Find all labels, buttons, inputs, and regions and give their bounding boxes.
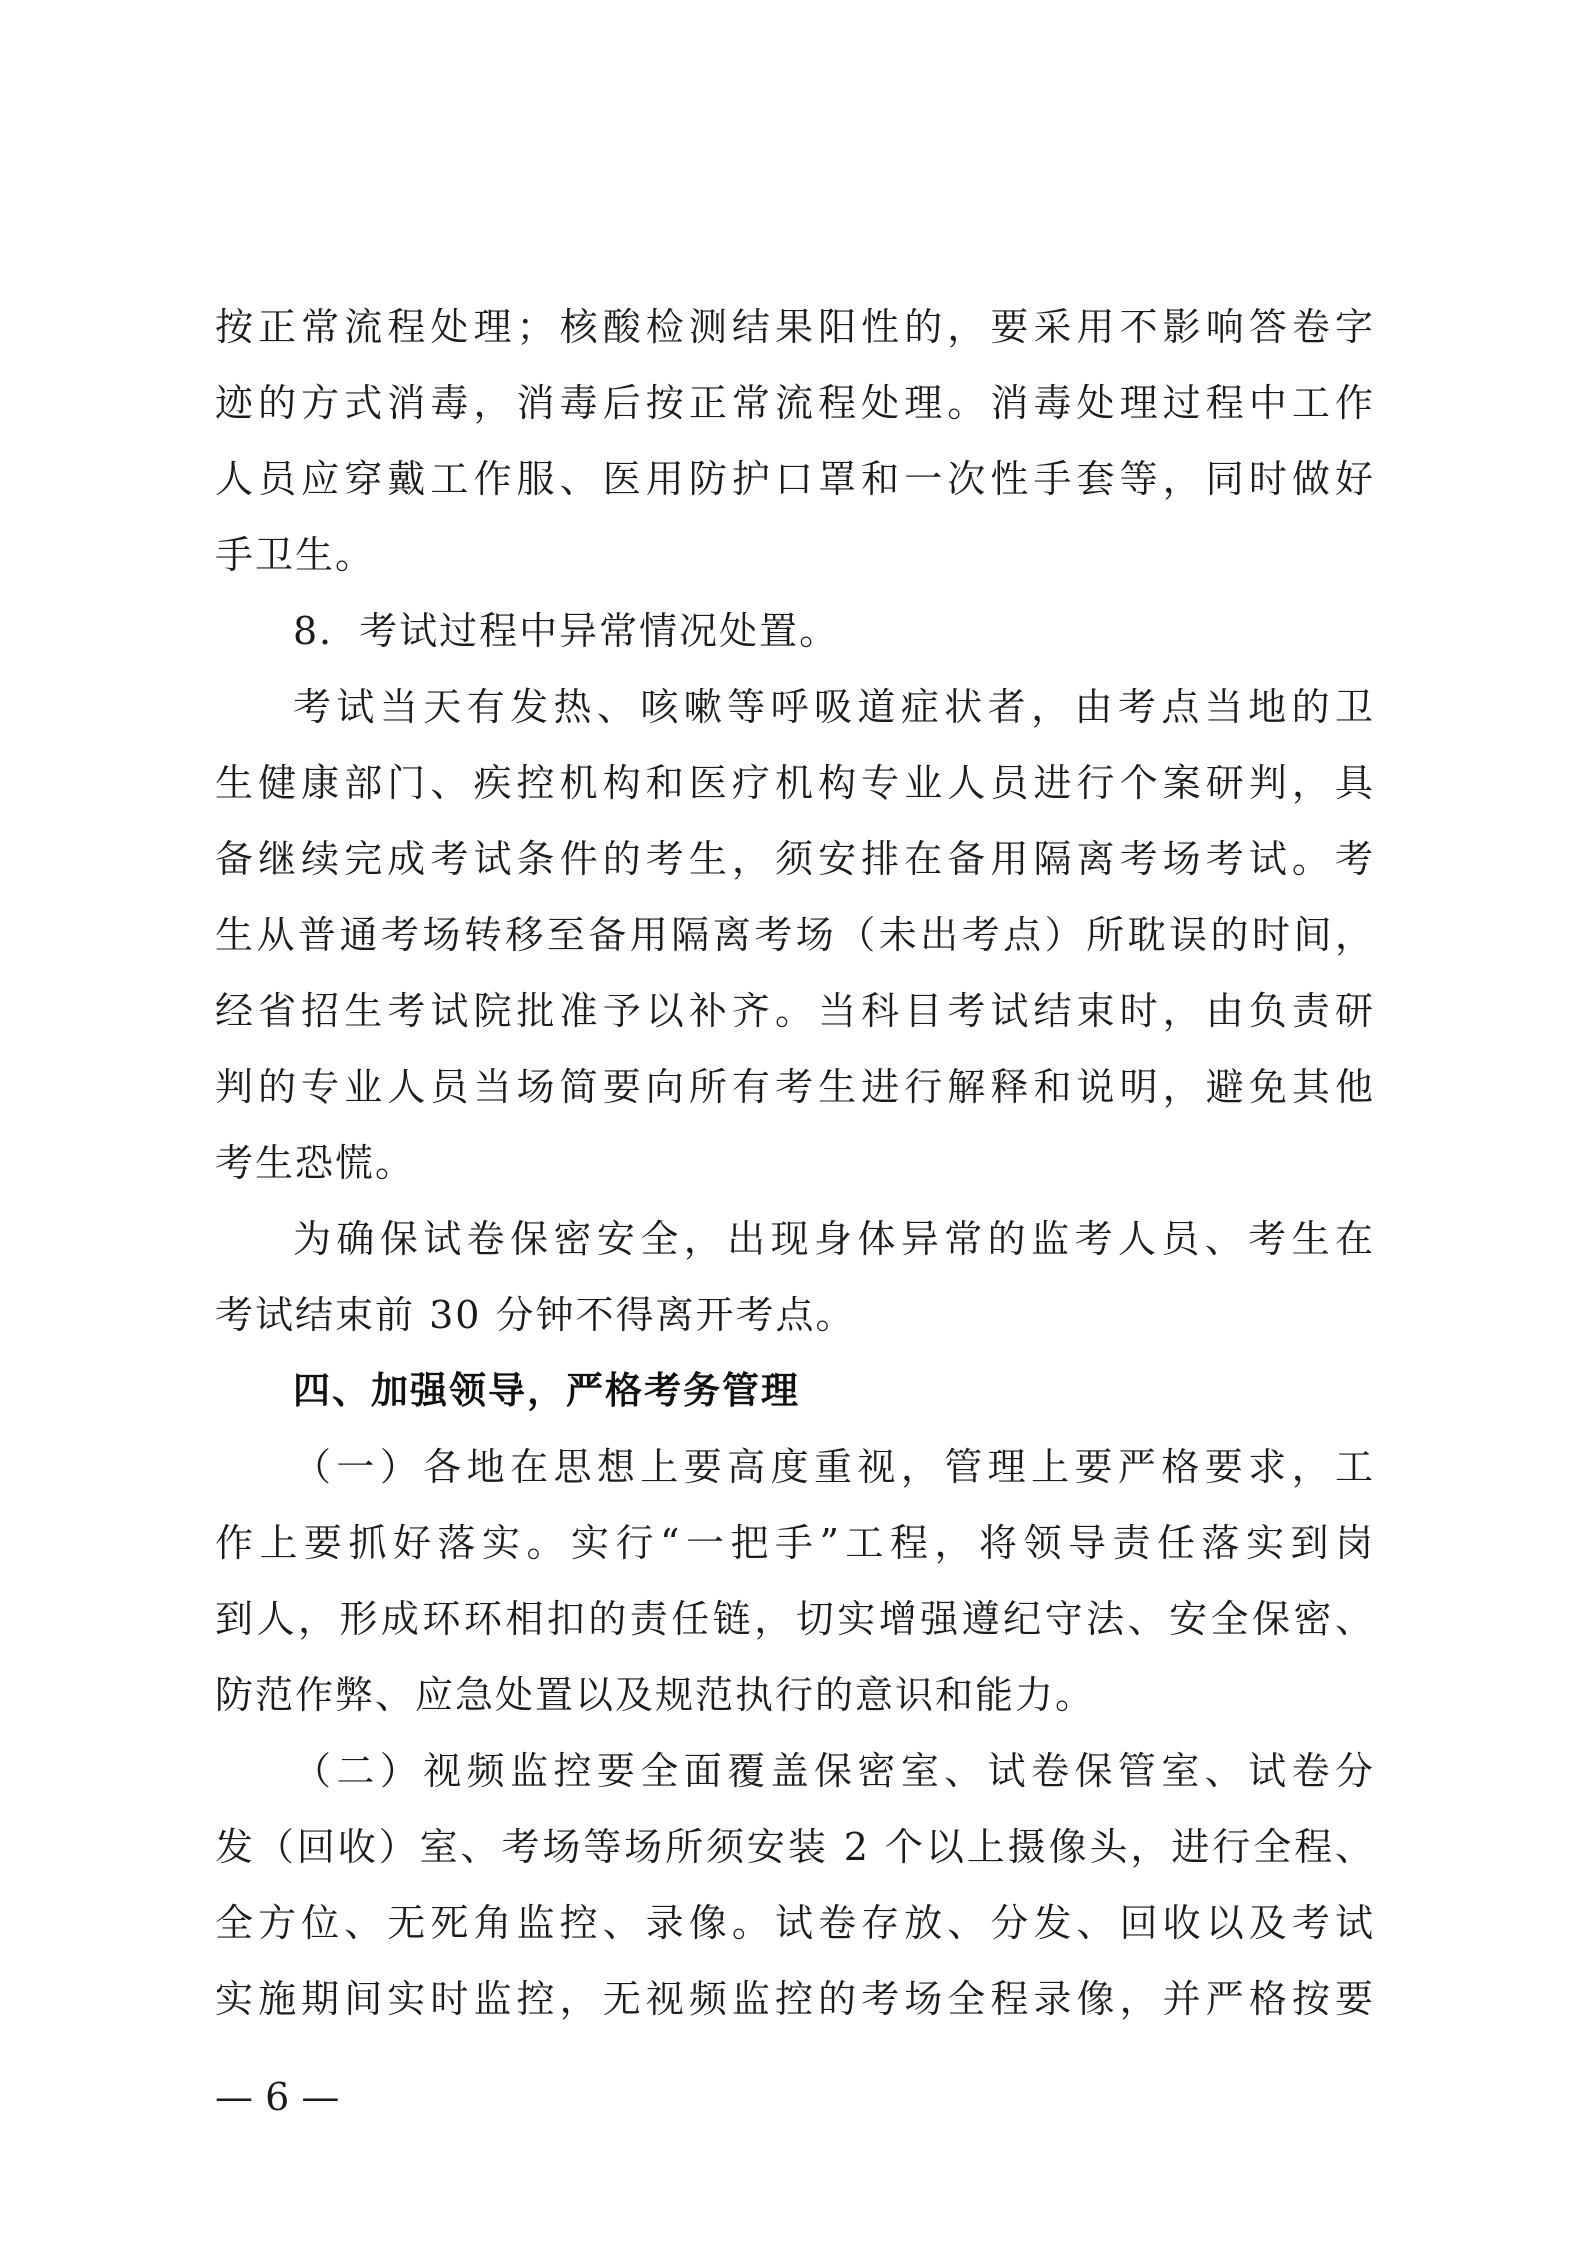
text-line: 防范作弊、应急处置以及规范执行的意识和能力。 <box>215 1673 1096 1717</box>
text-line: （二）视频监控要全面覆盖保密室、试卷保管室、试卷分 <box>293 1749 1375 1793</box>
text-line: 经省招生考试院批准予以补齐。当科目考试结束时，由负责研 <box>215 989 1375 1033</box>
text-line: 为确保试卷保密安全，出现身体异常的监考人员、考生在 <box>293 1217 1375 1261</box>
text-line: （一）各地在思想上要高度重视，管理上要严格要求，工 <box>293 1445 1375 1489</box>
text-line: 考生恐慌。 <box>215 1141 416 1185</box>
text-line: 生健康部门、疾控机构和医疗机构专业人员进行个案研判，具 <box>215 761 1375 805</box>
section-heading: 四、加强领导，严格考务管理 <box>293 1369 800 1412</box>
text-line: 生从普通考场转移至备用隔离考场（未出考点）所耽误的时间， <box>215 913 1375 957</box>
page-number: — 6 — <box>215 2075 340 2119</box>
text-line: 考试当天有发热、咳嗽等呼吸道症状者，由考点当地的卫 <box>293 685 1375 729</box>
text-line: 备继续完成考试条件的考生，须安排在备用隔离考场考试。考 <box>215 837 1375 881</box>
text-line: 实施期间实时监控，无视频监控的考场全程录像，并严格按要 <box>215 1977 1375 2021</box>
text-line: 发（回收）室、考场等场所须安装 2 个以上摄像头，进行全程、 <box>215 1825 1375 1869</box>
text-line: 作上要抓好落实。实行“一把手”工程，将领导责任落实到岗 <box>215 1521 1375 1565</box>
text-line: 按正常流程处理；核酸检测结果阳性的，要采用不影响答卷字 <box>215 305 1375 349</box>
text-line: 手卫生。 <box>215 533 376 577</box>
text-line: 人员应穿戴工作服、医用防护口罩和一次性手套等，同时做好 <box>215 457 1375 501</box>
text-line: 迹的方式消毒，消毒后按正常流程处理。消毒处理过程中工作 <box>215 381 1375 425</box>
text-line: 判的专业人员当场简要向所有考生进行解释和说明，避免其他 <box>215 1065 1375 1109</box>
text-line: 考试结束前 30 分钟不得离开考点。 <box>215 1293 856 1337</box>
text-line: 全方位、无死角监控、录像。试卷存放、分发、回收以及考试 <box>215 1901 1375 1945</box>
text-line: 到人，形成环环相扣的责任链，切实增强遵纪守法、安全保密、 <box>215 1597 1375 1641</box>
section-subheading: 8．考试过程中异常情况处置。 <box>293 609 840 653</box>
